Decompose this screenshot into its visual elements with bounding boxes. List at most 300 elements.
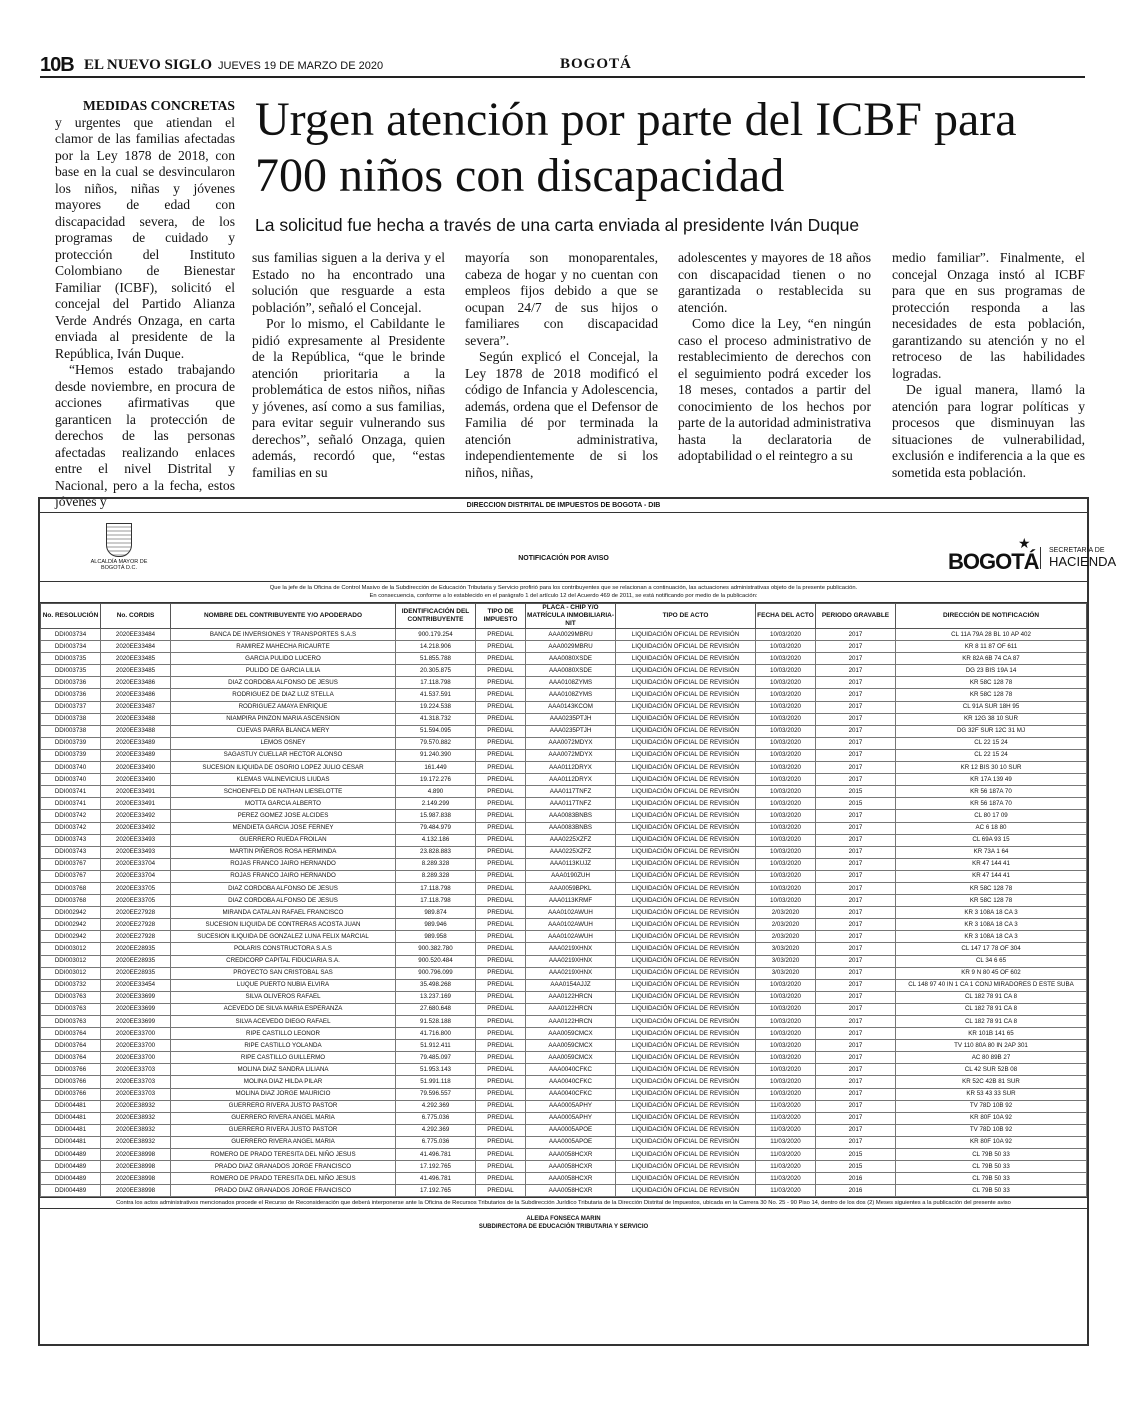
table-cell: 2017 — [816, 749, 896, 761]
table-cell: PREDIAL — [476, 1100, 526, 1112]
table-cell: 13.237.169 — [396, 991, 476, 1003]
table-cell: AAA0113KRMF — [526, 895, 616, 907]
article-column-2 — [465, 250, 658, 481]
table-cell: AAA0122HRCN — [526, 991, 616, 1003]
table-cell: AAA0083BNBS — [526, 822, 616, 834]
table-cell: AAA0190ZUH — [526, 870, 616, 882]
table-cell: 14.218.906 — [396, 641, 476, 653]
table-cell: KR 82A 6B 74 CA 87 — [896, 653, 1087, 665]
issue-date: JUEVES 19 DE MARZO DE 2020 — [218, 60, 384, 72]
table-cell: 2020EE33485 — [101, 665, 171, 677]
paragraph: De igual manera, llamó la atención para lograr políticas y procesos que disminuyan las situaciones de vulnerabilidad, exclusión e indiferencia a la que es sometida esta población. — [892, 382, 1085, 480]
table-cell: 2020EE38998 — [101, 1161, 171, 1173]
column-header: IDENTIFICACIÓN DEL CONTRIBUYENTE — [396, 604, 476, 629]
table-cell: 2020EE33492 — [101, 822, 171, 834]
table-row — [41, 846, 1087, 858]
table-cell: ROMERO DE PRADO TERESITA DEL NIÑO JESUS — [171, 1149, 396, 1161]
table-cell: LIQUIDACIÓN OFICIAL DE REVISIÓN — [616, 895, 756, 907]
table-cell: DDI003763 — [41, 1003, 101, 1015]
table-cell: DDI003767 — [41, 858, 101, 870]
table-cell: LIQUIDACIÓN OFICIAL DE REVISIÓN — [616, 725, 756, 737]
table-cell: 41.318.732 — [396, 713, 476, 725]
table-cell: 10/03/2020 — [756, 762, 816, 774]
table-cell: AAA0005APHY — [526, 1112, 616, 1124]
table-cell: 11/03/2020 — [756, 1185, 816, 1197]
table-cell: 2017 — [816, 1088, 896, 1100]
table-cell: MOLINA DIAZ SANDRA LILIANA — [171, 1064, 396, 1076]
table-cell: LIQUIDACIÓN OFICIAL DE REVISIÓN — [616, 870, 756, 882]
table-cell: 2017 — [816, 689, 896, 701]
table-cell: 11/03/2020 — [756, 1112, 816, 1124]
table-cell: SUCESION ILIQUIDA DE GONZALEZ LUNA FELIX MARCIAL — [171, 931, 396, 943]
table-cell: 2017 — [816, 810, 896, 822]
table-cell: 17.192.765 — [396, 1161, 476, 1173]
headline: Urgen atención por parte del ICBF para 700 niños con discapacidad — [255, 93, 1017, 202]
table-cell: 2017 — [816, 931, 896, 943]
table-cell: AAA0005APHY — [526, 1100, 616, 1112]
table-cell: KR 80F 10A 92 — [896, 1136, 1087, 1148]
table-cell: 2017 — [816, 1064, 896, 1076]
bogota-logo: BOGOTÁ — [948, 549, 1039, 574]
table-cell: 2020EE33703 — [101, 1064, 171, 1076]
table-cell: 2016 — [816, 1173, 896, 1185]
table-cell: 2020EE33699 — [101, 991, 171, 1003]
table-cell: DG 23 BIS 19A 14 — [896, 665, 1087, 677]
table-cell: AAA0059CMCX — [526, 1028, 616, 1040]
table-cell: LIQUIDACIÓN OFICIAL DE REVISIÓN — [616, 931, 756, 943]
table-cell: PREDIAL — [476, 798, 526, 810]
table-cell: LIQUIDACIÓN OFICIAL DE REVISIÓN — [616, 822, 756, 834]
kicker: MEDIDAS CONCRETAS — [83, 98, 235, 113]
table-row — [41, 641, 1087, 653]
table-row — [41, 979, 1087, 991]
table-row — [41, 907, 1087, 919]
table-cell: DDI003742 — [41, 822, 101, 834]
table-cell: 10/03/2020 — [756, 713, 816, 725]
table-cell: PREDIAL — [476, 810, 526, 822]
table-cell: CL 34 6 65 — [896, 955, 1087, 967]
table-cell: PULIDO DE GARCIA LILIA — [171, 665, 396, 677]
table-cell: PROYECTO SAN CRISTOBAL SAS — [171, 967, 396, 979]
table-cell: PREDIAL — [476, 979, 526, 991]
table-cell: DDI004481 — [41, 1100, 101, 1112]
table-cell: CL 182 78 91 CA 8 — [896, 991, 1087, 1003]
table-cell: POLARIS CONSTRUCTORA S.A.S — [171, 943, 396, 955]
table-cell: 2017 — [816, 943, 896, 955]
table-cell: PREDIAL — [476, 665, 526, 677]
paragraph: Por lo mismo, el Cabildante le pidió expresamente al Presidente de la República, “que le brinde atención prioritaria a la problemática de estos niños, niñas y jóvenes, así como a sus familias, para evitar seguir vulnerando sus derechos”, señaló Onzaga, quien además, recordó que, “estas familias en su — [252, 316, 445, 480]
table-row — [41, 1040, 1087, 1052]
table-cell: 2020EE33705 — [101, 895, 171, 907]
table-cell: LIQUIDACIÓN OFICIAL DE REVISIÓN — [616, 641, 756, 653]
table-row — [41, 689, 1087, 701]
table-row — [41, 629, 1087, 641]
table-row — [41, 1136, 1087, 1148]
table-cell: 2017 — [816, 1100, 896, 1112]
table-cell: 10/03/2020 — [756, 737, 816, 749]
table-cell: LIQUIDACIÓN OFICIAL DE REVISIÓN — [616, 810, 756, 822]
table-cell: 2017 — [816, 677, 896, 689]
table-cell: KR 8 11 87 OF 611 — [896, 641, 1087, 653]
table-cell: LEMOS OSNEY — [171, 737, 396, 749]
table-row — [41, 1112, 1087, 1124]
table-cell: DDI004489 — [41, 1173, 101, 1185]
table-cell: AAA0219XHNX — [526, 955, 616, 967]
table-cell: 10/03/2020 — [756, 1076, 816, 1088]
notice-department: DIRECCION DISTRITAL DE IMPUESTOS DE BOGOTA - DIB — [40, 499, 1087, 513]
table-cell: PREDIAL — [476, 701, 526, 713]
table-cell: AAA0029MBRU — [526, 641, 616, 653]
table-cell: 2017 — [816, 1003, 896, 1015]
table-cell: 2020EE33484 — [101, 629, 171, 641]
table-cell: 17.118.798 — [396, 677, 476, 689]
table-cell: AC 6 18 80 — [896, 822, 1087, 834]
table-row — [41, 665, 1087, 677]
table-cell: 10/03/2020 — [756, 701, 816, 713]
table-row — [41, 1088, 1087, 1100]
table-cell: AAA0112DRYX — [526, 762, 616, 774]
table-cell: KR 12 BIS 30 10 SUR — [896, 762, 1087, 774]
table-cell: LIQUIDACIÓN OFICIAL DE REVISIÓN — [616, 1173, 756, 1185]
table-cell: DDI003764 — [41, 1040, 101, 1052]
table-cell: DIAZ CORDOBA ALFONSO DE JESUS — [171, 882, 396, 894]
notice-table — [40, 603, 1087, 1197]
table-cell: AAA0029MBRU — [526, 629, 616, 641]
table-cell: 900.796.099 — [396, 967, 476, 979]
table-cell: DDI003767 — [41, 870, 101, 882]
table-cell: LIQUIDACIÓN OFICIAL DE REVISIÓN — [616, 1149, 756, 1161]
table-cell: 3/03/2020 — [756, 955, 816, 967]
table-cell: DDI003736 — [41, 689, 101, 701]
table-cell: AAA0058HCXR — [526, 1173, 616, 1185]
notice-footer: Contra los actos administrativos mencionados procede el Recurso de Reconsideración que deberá interponerse ante la Oficina de Recursos Tributarios de la Subdirección Jurídico Tributaria de la Dirección Distrital de Impuestos, ubicada en la Carrera 30 No. 25 - 90 Piso 14, dentro de los dos (2) Meses siguientes a la publicación del presente aviso — [40, 1197, 1087, 1209]
table-row — [41, 1076, 1087, 1088]
table-row — [41, 1149, 1087, 1161]
table-cell: 6.775.036 — [396, 1136, 476, 1148]
table-cell: DDI003763 — [41, 1016, 101, 1028]
table-cell: PRADO DIAZ GRANADOS JORGE FRANCISCO — [171, 1185, 396, 1197]
table-cell: AAA0117TNFZ — [526, 786, 616, 798]
table-cell: 10/03/2020 — [756, 1028, 816, 1040]
table-cell: 989.946 — [396, 919, 476, 931]
table-cell: 10/03/2020 — [756, 882, 816, 894]
table-cell: LIQUIDACIÓN OFICIAL DE REVISIÓN — [616, 882, 756, 894]
table-cell: PREDIAL — [476, 1052, 526, 1064]
table-row — [41, 786, 1087, 798]
paragraph: adolescentes y mayores de 18 años con discapacidad tienen o no garantizada o restablecida su atención. — [678, 250, 871, 315]
table-cell: PREDIAL — [476, 786, 526, 798]
table-cell: 10/03/2020 — [756, 665, 816, 677]
table-cell: LIQUIDACIÓN OFICIAL DE REVISIÓN — [616, 1136, 756, 1148]
table-cell: AAA0072MDYX — [526, 749, 616, 761]
column-header: No. CORDIS — [101, 604, 171, 629]
table-row — [41, 1161, 1087, 1173]
table-row — [41, 1173, 1087, 1185]
paragraph: “Hemos estado trabajando desde noviembre, en procura de acciones afirmativas que garanticen la protección de derechos de las personas afectadas realizando enlaces entre el nivel Distrital y Nacional, pero a la fecha, estos jóvenes y — [55, 362, 235, 509]
table-cell: PREDIAL — [476, 641, 526, 653]
section-name: BOGOTÁ — [560, 56, 632, 72]
table-cell: 2020EE38998 — [101, 1149, 171, 1161]
table-cell: DIAZ CORDOBA ALFONSO DE JESUS — [171, 895, 396, 907]
table-cell: DDI003736 — [41, 677, 101, 689]
table-cell: DDI003012 — [41, 955, 101, 967]
table-cell: PREDIAL — [476, 762, 526, 774]
table-row — [41, 1185, 1087, 1197]
table-cell: 2017 — [816, 895, 896, 907]
table-cell: 10/03/2020 — [756, 858, 816, 870]
table-cell: 51.855.788 — [396, 653, 476, 665]
table-cell: AAA0059CMCX — [526, 1052, 616, 1064]
table-row — [41, 810, 1087, 822]
table-cell: 900.382.780 — [396, 943, 476, 955]
table-cell: 2/03/2020 — [756, 931, 816, 943]
table-cell: 27.680.648 — [396, 1003, 476, 1015]
table-cell: DDI003735 — [41, 665, 101, 677]
table-cell: PREDIAL — [476, 967, 526, 979]
table-cell: DDI003739 — [41, 737, 101, 749]
table-cell: CL 147 17 78 OF 304 — [896, 943, 1087, 955]
table-row — [41, 955, 1087, 967]
table-cell: KR 58C 128 78 — [896, 677, 1087, 689]
table-cell: KR 53 43 33 SUR — [896, 1088, 1087, 1100]
paragraph: Como dice la Ley, “en ningún caso el proceso administrativo de restablecimiento de derechos con el seguimiento podrá exceder los 18 meses, contados a partir del conocimiento de los hechos por parte de la autoridad administrativa hasta la declaratoria de adoptabilidad o el reintegro a su — [678, 316, 871, 463]
table-cell: RODRIGUEZ DE DIAZ LUZ STELLA — [171, 689, 396, 701]
column-header: PLACA - CHIP Y/O MATRÍCULA INMOBILIARIA-NIT — [527, 604, 615, 627]
star-icon: ★ — [1018, 535, 1031, 551]
table-cell: RIPE CASTILLO GUILLERMO — [171, 1052, 396, 1064]
table-cell: DDI003735 — [41, 653, 101, 665]
table-cell: 2017 — [816, 1136, 896, 1148]
table-cell: AAA0102AWUH — [526, 919, 616, 931]
table-cell: LIQUIDACIÓN OFICIAL DE REVISIÓN — [616, 1124, 756, 1136]
page-header — [40, 54, 1085, 78]
table-cell: 2020EE38932 — [101, 1100, 171, 1112]
table-cell: KR 3 108A 18 CA 3 — [896, 919, 1087, 931]
table-cell: PREDIAL — [476, 931, 526, 943]
table-cell: 2017 — [816, 762, 896, 774]
table-cell: CREDICORP CAPITAL FIDUCIARIA S.A. — [171, 955, 396, 967]
table-cell: AAA0117TNFZ — [526, 798, 616, 810]
table-cell: SAGASTUY CUELLAR HECTOR ALONSO — [171, 749, 396, 761]
column-header: DIRECCIÓN DE NOTIFICACIÓN — [896, 604, 1087, 629]
table-cell: PREDIAL — [476, 895, 526, 907]
intro-line: Que la jefe de la Oficina de Control Masivo de la Subdirección de Educación Tributaria y Servicio profirió para los contribuyentes que se relacionan a continuación, las actuaciones administrativas objeto de la presente publicación. — [269, 585, 858, 591]
table-row — [41, 798, 1087, 810]
table-row — [41, 1003, 1087, 1015]
table-cell: PREDIAL — [476, 1149, 526, 1161]
table-cell: 2020EE27928 — [101, 907, 171, 919]
table-cell: 51.991.118 — [396, 1076, 476, 1088]
table-row — [41, 774, 1087, 786]
table-cell: 10/03/2020 — [756, 677, 816, 689]
table-cell: LIQUIDACIÓN OFICIAL DE REVISIÓN — [616, 1016, 756, 1028]
table-cell: 15.987.838 — [396, 810, 476, 822]
table-cell: LIQUIDACIÓN OFICIAL DE REVISIÓN — [616, 689, 756, 701]
table-cell: PREDIAL — [476, 1136, 526, 1148]
intro-line: En consecuencia, conforme a lo establecido en el parágrafo 1 del artículo 12 del Acuerdo 469 de 2011, se está notificando por medio de la publicación: — [369, 593, 758, 599]
table-cell: DDI004489 — [41, 1161, 101, 1173]
table-cell: 2015 — [816, 1161, 896, 1173]
table-cell: GUERRERO RIVERA ANGEL MARIA — [171, 1112, 396, 1124]
table-cell: CL 79B 50 33 — [896, 1161, 1087, 1173]
table-cell: DDI003737 — [41, 701, 101, 713]
table-cell: 2017 — [816, 737, 896, 749]
signer-name: ALEIDA FONSECA MARIN — [526, 1216, 601, 1223]
table-cell: SUCESION ILIQUIDA DE OSORIO LOPEZ JULIO CESAR — [171, 762, 396, 774]
table-cell: AAA0080XSDE — [526, 653, 616, 665]
table-cell: SILVA OLIVEROS RAFAEL — [171, 991, 396, 1003]
table-cell: 2017 — [816, 1112, 896, 1124]
table-cell: LIQUIDACIÓN OFICIAL DE REVISIÓN — [616, 1076, 756, 1088]
table-cell: AAA0225XZFZ — [526, 846, 616, 858]
table-cell: CL 22 15 24 — [896, 737, 1087, 749]
hacienda-label-top: SECRETARÍA DE — [1049, 547, 1105, 554]
table-cell: 2017 — [816, 955, 896, 967]
paragraph: Según explicó el Concejal, la Ley 1878 de 2018 modificó el código de Infancia y Adolescencia, además, ordena que el Defensor de Familia dé por terminada la atención administrativa, independientemente de si los niños, niñas, — [465, 349, 658, 480]
table-cell: 20.305.875 — [396, 665, 476, 677]
table-row — [41, 870, 1087, 882]
table-cell: KR 12G 38 10 SUR — [896, 713, 1087, 725]
table-cell: PREDIAL — [476, 629, 526, 641]
table-cell: PREDIAL — [476, 1040, 526, 1052]
table-cell: 2017 — [816, 882, 896, 894]
table-cell: 2017 — [816, 713, 896, 725]
table-cell: PREDIAL — [476, 1064, 526, 1076]
table-cell: 2017 — [816, 641, 896, 653]
table-cell: PREDIAL — [476, 689, 526, 701]
table-cell: DDI003764 — [41, 1028, 101, 1040]
table-cell: LIQUIDACIÓN OFICIAL DE REVISIÓN — [616, 737, 756, 749]
table-cell: 10/03/2020 — [756, 749, 816, 761]
table-cell: DDI003732 — [41, 979, 101, 991]
alcaldia-label: ALCALDÍA MAYOR DE BOGOTÁ D.C. — [90, 559, 148, 571]
table-cell: KLEMAS VALINEVICIUS LIUDAS — [171, 774, 396, 786]
table-cell: 2020EE33704 — [101, 858, 171, 870]
table-cell: 900.520.484 — [396, 955, 476, 967]
table-cell: DDI003734 — [41, 641, 101, 653]
table-cell: MENDIETA GARCIA JOSE FERNEY — [171, 822, 396, 834]
table-cell: 6.775.036 — [396, 1112, 476, 1124]
table-cell: 17.192.765 — [396, 1185, 476, 1197]
table-cell: 79.570.882 — [396, 737, 476, 749]
table-cell: 2017 — [816, 1076, 896, 1088]
table-cell: 2015 — [816, 786, 896, 798]
table-cell: 8.289.328 — [396, 858, 476, 870]
table-cell: 10/03/2020 — [756, 725, 816, 737]
table-cell: 10/03/2020 — [756, 1064, 816, 1076]
table-cell: ROMERO DE PRADO TERESITA DEL NIÑO JESUS — [171, 1173, 396, 1185]
table-cell: KR 9 N 80 45 OF 602 — [896, 967, 1087, 979]
table-cell: 2017 — [816, 653, 896, 665]
table-cell: LIQUIDACIÓN OFICIAL DE REVISIÓN — [616, 1003, 756, 1015]
table-cell: PREDIAL — [476, 713, 526, 725]
table-cell: DDI003739 — [41, 749, 101, 761]
table-cell: AAA0005APOE — [526, 1136, 616, 1148]
table-body — [41, 629, 1087, 1197]
table-cell: LIQUIDACIÓN OFICIAL DE REVISIÓN — [616, 677, 756, 689]
table-cell: PREDIAL — [476, 749, 526, 761]
table-cell: ACEVEDO DE SILVA MARIA ESPERANZA — [171, 1003, 396, 1015]
table-cell: DDI002942 — [41, 919, 101, 931]
table-cell: LIQUIDACIÓN OFICIAL DE REVISIÓN — [616, 1064, 756, 1076]
notice-intro — [40, 582, 1087, 603]
table-cell: 79.596.557 — [396, 1088, 476, 1100]
table-cell: DDI003741 — [41, 786, 101, 798]
table-cell: PREDIAL — [476, 774, 526, 786]
table-cell: AAA0040CFKC — [526, 1088, 616, 1100]
table-cell: 19.224.538 — [396, 701, 476, 713]
table-cell: PREDIAL — [476, 991, 526, 1003]
table-cell: 2.149.299 — [396, 798, 476, 810]
table-cell: CUEVAS PARRA BLANCA MERY — [171, 725, 396, 737]
table-cell: CL 22 15 24 — [896, 749, 1087, 761]
table-cell: KR 80F 10A 92 — [896, 1112, 1087, 1124]
table-cell: SILVA ACEVEDO DIEGO RAFAEL — [171, 1016, 396, 1028]
table-cell: DDI004489 — [41, 1185, 101, 1197]
table-cell: CL 42 SUR 52B 08 — [896, 1064, 1087, 1076]
table-row — [41, 834, 1087, 846]
table-cell: 10/03/2020 — [756, 979, 816, 991]
table-cell: CL 182 78 91 CA 8 — [896, 1016, 1087, 1028]
article-column-4 — [892, 250, 1085, 481]
table-cell: DDI003768 — [41, 895, 101, 907]
table-cell: 3/03/2020 — [756, 967, 816, 979]
table-cell: TV 78D 10B 92 — [896, 1100, 1087, 1112]
table-cell: CL 11A 79A 28 BL 10 AP 402 — [896, 629, 1087, 641]
table-cell: 10/03/2020 — [756, 641, 816, 653]
table-cell: SCHOENFELD DE NATHAN LIESELOTTE — [171, 786, 396, 798]
table-cell: 10/03/2020 — [756, 1040, 816, 1052]
table-cell: CL 79B 50 33 — [896, 1185, 1087, 1197]
subheadline: La solicitud fue hecha a través de una carta enviada al presidente Iván Duque — [255, 215, 860, 235]
table-cell: GARCIA PULIDO LUCERO — [171, 653, 396, 665]
table-cell: 2017 — [816, 725, 896, 737]
table-row — [41, 749, 1087, 761]
table-cell: 2017 — [816, 1052, 896, 1064]
table-cell: 2020EE33703 — [101, 1088, 171, 1100]
table-cell: 2020EE33700 — [101, 1052, 171, 1064]
table-cell: DDI003738 — [41, 713, 101, 725]
table-cell: AAA0112DRYX — [526, 774, 616, 786]
table-cell: 2020EE33489 — [101, 737, 171, 749]
table-cell: 2020EE27928 — [101, 919, 171, 931]
table-cell: KR 58C 128 78 — [896, 689, 1087, 701]
table-cell: 2017 — [816, 774, 896, 786]
table-cell: 10/03/2020 — [756, 689, 816, 701]
table-cell: AAA0122HRCN — [526, 1003, 616, 1015]
table-row — [41, 943, 1087, 955]
table-cell: 2017 — [816, 979, 896, 991]
table-cell: KR 56 187A 70 — [896, 786, 1087, 798]
table-cell: 51.953.143 — [396, 1064, 476, 1076]
table-cell: AAA0083BNBS — [526, 810, 616, 822]
table-cell: 3/03/2020 — [756, 943, 816, 955]
column-header: TIPO DE IMPUESTO — [476, 604, 526, 629]
table-cell: 2020EE33703 — [101, 1076, 171, 1088]
table-cell: 2020EE38998 — [101, 1185, 171, 1197]
table-cell: DDI003764 — [41, 1052, 101, 1064]
table-cell: DDI003766 — [41, 1076, 101, 1088]
hacienda-label: HACIENDA — [1049, 554, 1117, 569]
table-cell: LIQUIDACIÓN OFICIAL DE REVISIÓN — [616, 665, 756, 677]
table-cell: 10/03/2020 — [756, 629, 816, 641]
table-cell: AAA0058HCXR — [526, 1149, 616, 1161]
table-cell: GUERRERO RUEDA FROILAN — [171, 834, 396, 846]
table-cell: RODRIGUEZ AMAYA ENRIQUE — [171, 701, 396, 713]
table-row — [41, 882, 1087, 894]
table-cell: LUQUE PUERTO NUBIA ELVIRA — [171, 979, 396, 991]
table-cell: 2017 — [816, 907, 896, 919]
